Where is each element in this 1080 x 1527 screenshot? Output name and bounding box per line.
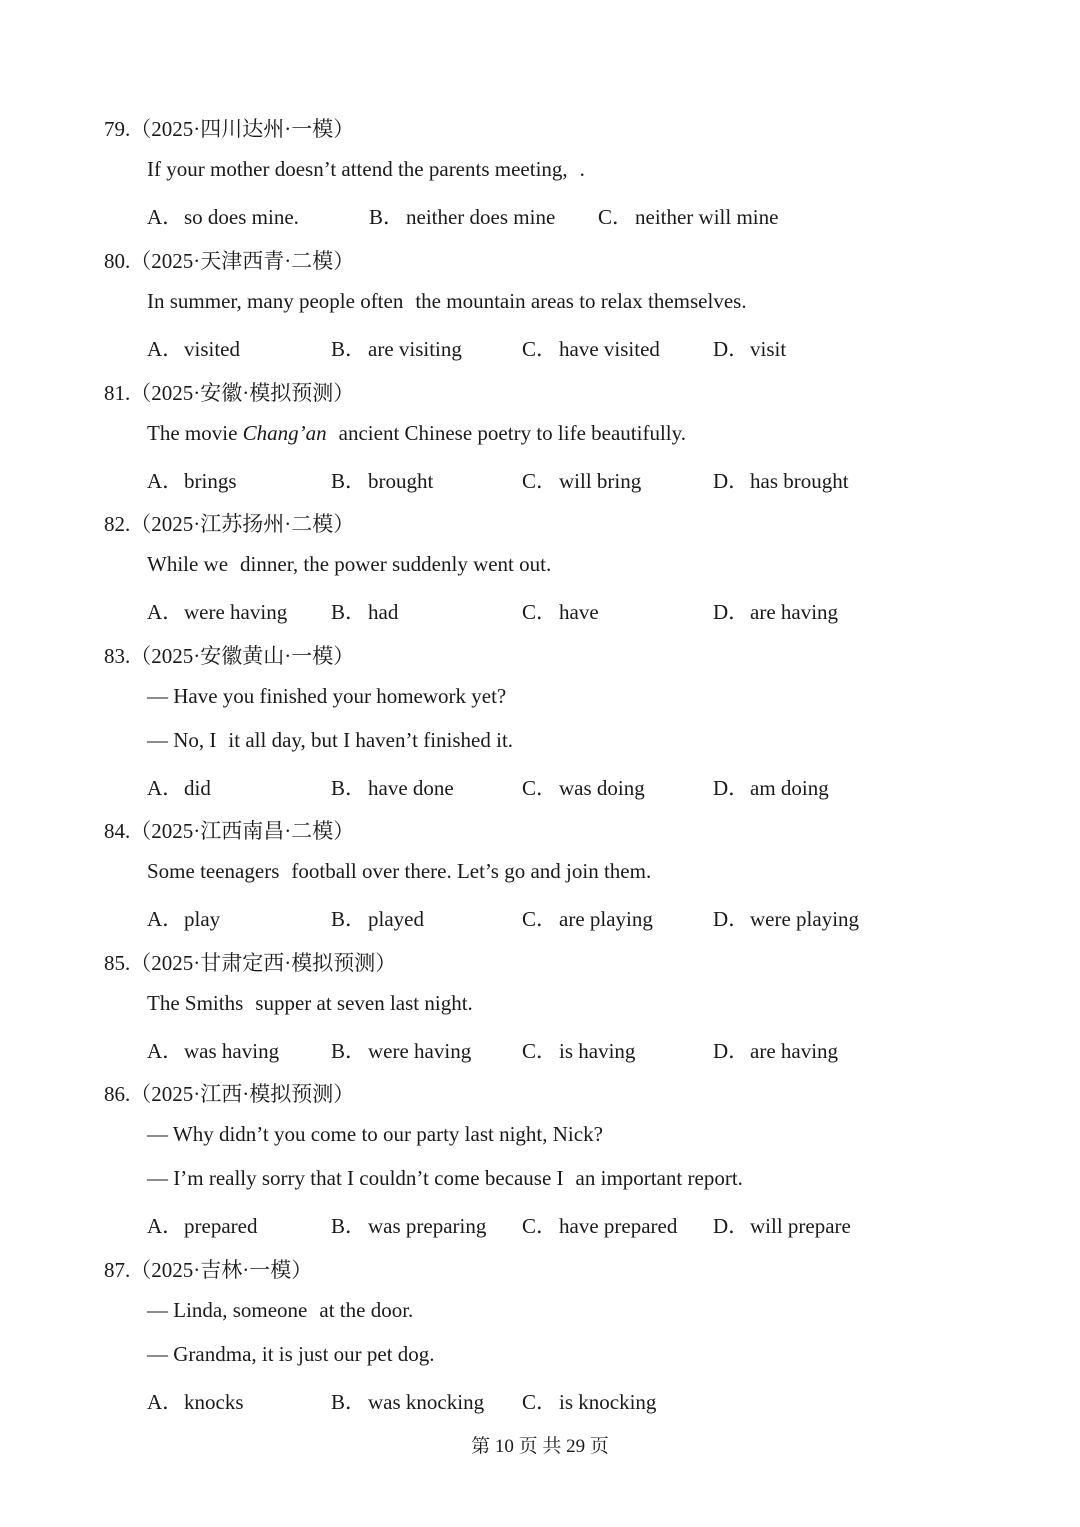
question-header: [104, 815, 354, 845]
option-b: B．were having: [331, 1039, 472, 1063]
question-number: 82.: [104, 512, 131, 536]
question-stem: If your mother doesn’t attend the parents meeting, .: [147, 157, 585, 181]
question-number: 81.: [104, 381, 131, 405]
question-stem: — I’m really sorry that I couldn’t come because I an important report.: [147, 1166, 743, 1190]
option-c: C．have: [522, 600, 599, 624]
option-b: B．played: [331, 907, 424, 931]
question-number: 87.: [104, 1258, 131, 1282]
option-b: B．neither does mine: [369, 205, 556, 229]
option-a: A．play: [147, 907, 221, 931]
question-source: （2025·四川达州·一模）: [130, 117, 355, 141]
question-header: [104, 947, 396, 977]
question-source: （2025·天津西青·二模）: [130, 249, 355, 273]
option-b: B．was preparing: [331, 1214, 487, 1238]
question-header: [104, 245, 354, 275]
option-c: C．is having: [522, 1039, 636, 1063]
question-stem: In summer, many people often the mountain areas to relax themselves.: [147, 289, 747, 313]
option-d: D．am doing: [713, 776, 829, 800]
option-d: D．are having: [713, 600, 839, 624]
option-d: D．are having: [713, 1039, 839, 1063]
option-a: A．so does mine.: [147, 205, 299, 229]
question-stem: — Linda, someone at the door.: [147, 1298, 414, 1322]
question-number: 83.: [104, 644, 131, 668]
question-stem: While we dinner, the power suddenly went out.: [147, 552, 552, 576]
option-d: D．has brought: [713, 469, 849, 493]
question-source: （2025·安徽黄山·一模）: [130, 644, 355, 668]
option-d: D．will prepare: [713, 1214, 851, 1238]
option-a: A．prepared: [147, 1214, 258, 1238]
option-a: A．was having: [147, 1039, 280, 1063]
question-source: （2025·江西南昌·二模）: [130, 819, 355, 843]
page-number: 第 10 页 共 29 页: [471, 1436, 609, 1457]
option-c: C．is knocking: [522, 1390, 657, 1414]
option-b: B．brought: [331, 469, 434, 493]
question-source: （2025·江西·模拟预测）: [130, 1082, 355, 1106]
question-number: 79.: [104, 117, 131, 141]
question-header: [104, 640, 354, 670]
question-stem: — No, I it all day, but I haven’t finished it.: [147, 728, 514, 752]
movie-title: Chang’an: [242, 421, 327, 445]
question-source: （2025·吉林·一模）: [130, 1258, 313, 1282]
question-source: （2025·江苏扬州·二模）: [130, 512, 355, 536]
question-number: 84.: [104, 819, 131, 843]
question-number: 85.: [104, 951, 131, 975]
dialogue-line: — Grandma, it is just our pet dog.: [147, 1342, 435, 1366]
question-header: [104, 1078, 354, 1108]
question-header: [104, 377, 354, 407]
option-d: D．visit: [713, 337, 787, 361]
option-a: A．visited: [147, 337, 240, 361]
question-stem: The movie Chang’an ancient Chinese poetry to life beautifully.: [147, 421, 687, 445]
option-c: C．was doing: [522, 776, 645, 800]
option-d: D．were playing: [713, 907, 860, 931]
question-source: （2025·安徽·模拟预测）: [130, 381, 355, 405]
question-number: 80.: [104, 249, 131, 273]
option-c: C．are playing: [522, 907, 653, 931]
option-c: C．have visited: [522, 337, 660, 361]
option-a: A．brings: [147, 469, 237, 493]
question-header: [104, 508, 354, 538]
option-b: B．have done: [331, 776, 454, 800]
option-b: B．was knocking: [331, 1390, 485, 1414]
option-a: A．knocks: [147, 1390, 244, 1414]
option-a: A．did: [147, 776, 211, 800]
option-a: A．were having: [147, 600, 288, 624]
option-c: C．have prepared: [522, 1214, 678, 1238]
question-source: （2025·甘肃定西·模拟预测）: [130, 951, 397, 975]
option-b: B．had: [331, 600, 399, 624]
question-stem: Some teenagers football over there. Let’s go and join them.: [147, 859, 652, 883]
option-c: C．neither will mine: [598, 205, 779, 229]
dialogue-line: — Why didn’t you come to our party last night, Nick?: [147, 1122, 603, 1146]
question-header: [104, 1254, 312, 1284]
option-b: B．are visiting: [331, 337, 462, 361]
dialogue-line: — Have you finished your homework yet?: [147, 684, 507, 708]
option-c: C．will bring: [522, 469, 642, 493]
question-stem: The Smiths supper at seven last night.: [147, 991, 473, 1015]
question-header: [104, 113, 354, 143]
question-number: 86.: [104, 1082, 131, 1106]
